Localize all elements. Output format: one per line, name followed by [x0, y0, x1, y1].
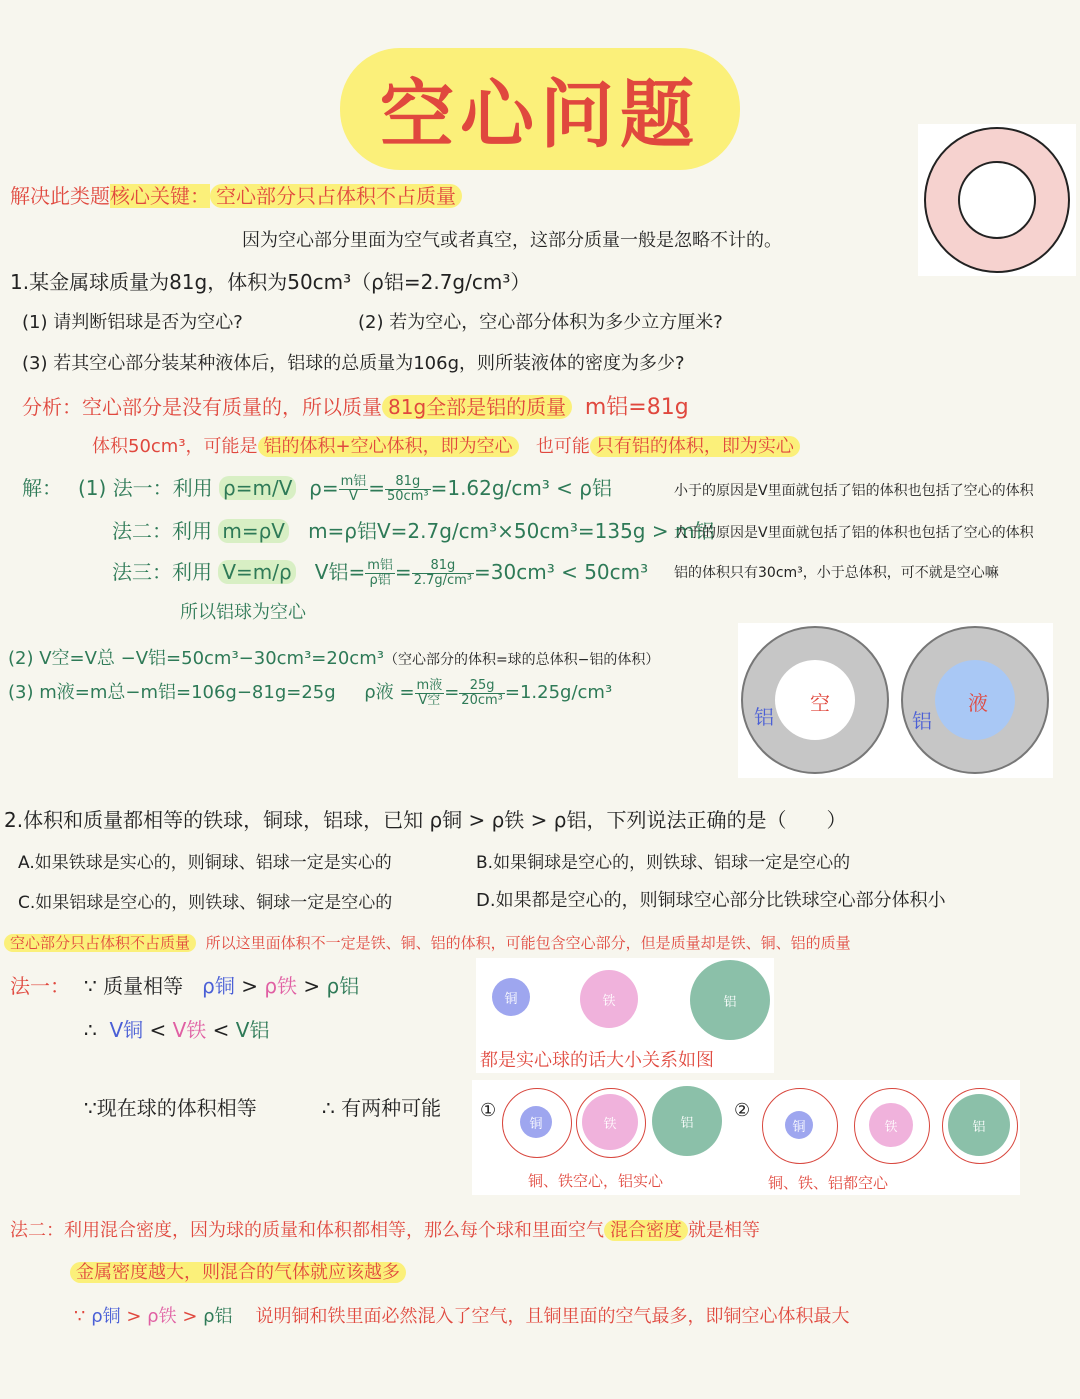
q2-hint: 所以这里面体积不一定是铁、铜、铝的体积，可能包含空心部分，但是质量却是铁、铜、铝的质量 [205, 934, 851, 952]
part3-mass: (3) m液=m总−m铝=106g−81g=25g [8, 682, 336, 703]
q2-option-d: D.如果都是空心的，则铜球空心部分比铁球空心部分体积小 [476, 890, 946, 911]
fig1-liquid-label: 液 [968, 691, 988, 715]
method3-den2: 2.7g/cm³ [413, 573, 473, 588]
way1-two-cases: ∴ 有两种可能 [322, 1096, 442, 1120]
way1-mass-equal: ∵ 质量相等 [84, 974, 184, 998]
fig1-al-label-right: 铝 [912, 709, 932, 733]
cu-ball-solid [492, 978, 530, 1016]
q2-hint-highlight: 空心部分只占体积不占质量 [4, 934, 196, 952]
al-core-case2-label: 铝 [972, 1119, 986, 1135]
method1-note: 小于的原因是V里面就包括了铝的体积也包括了空心的体积 [674, 483, 1034, 499]
analysis-line1 [22, 390, 689, 421]
analysis-line2-b: 也可能 [535, 436, 590, 457]
way1-v-fe: V铁 [172, 1018, 207, 1042]
way2-rho-cu: ρ铜 [91, 1306, 121, 1327]
fe-core-case1 [582, 1094, 638, 1150]
key-core: 核心关键： [110, 184, 210, 208]
method1-formula: ρ=m/V [219, 476, 296, 500]
method3-formula: V=m/ρ [218, 560, 295, 584]
q2-option-b: B.如果铜球是空心的，则铁球、铝球一定是空心的 [476, 853, 851, 873]
way2-line1-a: 法二：利用混合密度，因为球的质量和体积都相等，那么每个球和里面空气 [10, 1220, 604, 1241]
cu-ball-label: 铜 [504, 991, 518, 1007]
fe-core-case1-label: 铁 [603, 1116, 617, 1132]
method3-calc-b: =30cm³ < 50cm³ [474, 560, 649, 584]
part2-line [8, 644, 659, 670]
analysis-line2-hl2: 只有铝的体积，即为实心 [590, 436, 800, 457]
q1-part1: (1) 请判断铝球是否为空心? [22, 312, 243, 333]
key-text: 空心部分只占体积不占质量 [210, 184, 462, 208]
way1-line2: ∴ V铜 < V铁 < V铝 [84, 1018, 270, 1042]
fe-ball-label: 铁 [602, 993, 616, 1009]
part3-den1: V空 [418, 692, 441, 708]
way1-volume-equal: ∵现在球的体积相等 [84, 1096, 257, 1120]
cu-core-case1-label: 铜 [529, 1116, 543, 1132]
fig1-hollow-label: 空 [810, 691, 830, 715]
two-cases-figure [472, 1080, 1020, 1195]
method3-calc-a: V铝= [314, 560, 366, 584]
cu-core-case2 [785, 1111, 813, 1139]
q1-part2: (2) 若为空心，空心部分体积为多少立方厘米? [358, 312, 723, 333]
method3-line: 法三：利用 V=m/ρ V铝= $\frac{\text{m铝}}{\text{ρ铝}}$ = $\frac{81g}{\text{2.7g/cm³}}$ =30cm³ < 50cm³ [112, 558, 649, 588]
cu-core-case1 [520, 1106, 552, 1138]
way2-rho-al: ρ铝 [203, 1306, 233, 1327]
part3-den2: 20cm³ [461, 692, 503, 708]
analysis-prefix: 分析：空心部分是没有质量的，所以质量 [22, 395, 382, 419]
way1-line1: ∵ 质量相等 ρ铜 > ρ铁 > ρ铝 [84, 974, 360, 998]
solution-label: 解： [22, 476, 62, 500]
way2-line3: ∵ ρ铜 > ρ铁 > ρ铝 说明铜和铁里面必然混入了空气，且铜里面的空气最多，即铜空心体积最大 [74, 1306, 850, 1327]
method1-title: (1) 法一：利用 [78, 476, 213, 500]
hollow-liquid-svg [738, 623, 1053, 778]
method2-note: 大于的原因是V里面就包括了铝的体积也包括了空心的体积 [674, 525, 1034, 541]
hollow-sphere-svg [918, 124, 1076, 276]
case2-number: ② [734, 1100, 751, 1121]
analysis-line2-hl1: 铝的体积+空心体积，即为空心 [258, 436, 519, 457]
part3-rho: ρ液 = [364, 682, 415, 703]
method3-title: 法三：利用 [112, 560, 212, 584]
method1-calc-a: ρ= [309, 476, 339, 500]
way1-label: 法一： [10, 974, 70, 998]
way1-v-al: V铝 [235, 1018, 270, 1042]
page-title: 空心问题 [0, 48, 1080, 170]
analysis-highlight1: 81g全部是铝的质量 [382, 395, 572, 419]
way2-line1 [10, 1216, 760, 1242]
case1-caption: 铜、铁空心，铝实心 [528, 1172, 664, 1190]
q2-stem: 2.体积和质量都相等的铁球，铜球，铝球，已知 ρ铜 > ρ铁 > ρ铝，下列说法正确的是（ ） [4, 808, 847, 832]
part2-note: （空心部分的体积=球的总体积−铝的体积） [383, 652, 660, 668]
fe-core-case2-label: 铁 [884, 1119, 898, 1135]
q2-hint-line [4, 932, 851, 953]
q1-stem: 1.某金属球质量为81g，体积为50cm³（ρ铝=2.7g/cm³） [10, 270, 531, 294]
case2-caption: 铜、铁、铝都空心 [768, 1174, 889, 1192]
part2-calc: (2) V空=V总 −V铝=50cm³−30cm³=20cm³ [8, 648, 384, 669]
solid-balls-figure [476, 958, 774, 1073]
method1-num1: m铝 [340, 474, 367, 489]
part3-result: =1.25g/cm³ [504, 682, 613, 703]
solid-balls-caption: 都是实心球的话大小关系如图 [480, 1050, 714, 1071]
al-solid-case1-label: 铝 [680, 1115, 694, 1131]
case1-number: ① [480, 1100, 497, 1121]
method1-calc-b: =1.62g/cm³ < ρ铝 [430, 476, 612, 500]
method1-num2: 81g [385, 475, 431, 490]
fig1-al-label-left: 铝 [754, 705, 774, 729]
way2-rho-fe: ρ铁 [147, 1306, 177, 1327]
way2-line1-b: 就是相等 [688, 1220, 760, 1241]
way2-line2-hl: 金属密度越大，则混合的气体就应该越多 [70, 1262, 406, 1283]
al-ball-solid [690, 960, 770, 1040]
key-reason: 因为空心部分里面为空气或者真空，这部分质量一般是忽略不计的。 [242, 230, 782, 251]
analysis-line2-a: 体积50cm³，可能是 [92, 436, 258, 457]
method2-calc: m=ρ铝V=2.7g/cm³×50cm³=135g > m铝 [308, 519, 715, 543]
method2-title: 法二：利用 [112, 519, 212, 543]
method1-line: (1) 法一：利用 ρ=m/V ρ= $\frac{\text{m铝}}{V}$ = $\frac{81g}{\text{50cm³}}$ =1.62g/cm³ < ρ铝 [78, 474, 612, 504]
way1-rho-al: ρ铝 [326, 974, 360, 998]
part3-num2: 25g [459, 679, 505, 694]
al-ball-label: 铝 [723, 994, 737, 1010]
method1-den1: V [348, 489, 358, 504]
fe-ball-solid [580, 970, 638, 1028]
hollow-sphere-figure [918, 124, 1076, 276]
q2-option-c: C.如果铝球是空心的，则铁球、铜球一定是空心的 [18, 893, 393, 913]
inner-hollow [959, 162, 1035, 238]
fe-core-case2 [869, 1103, 913, 1147]
part3-line: (3) m液=m总−m铝=106g−81g=25g ρ液 = $\frac{\text{m液}}{\text{V空}}$ = $\frac{25g}{\text{20cm³}}$ =1.25g/cm³ [8, 677, 613, 708]
key-label: 解决此类题 [10, 184, 110, 208]
q2-option-a: A.如果铁球是实心的，则铜球、铝球一定是实心的 [18, 853, 392, 873]
way1-rho-fe: ρ铁 [264, 974, 298, 998]
method2-formula: m=ρV [218, 519, 289, 543]
method3-num2: 81g [412, 559, 474, 574]
way2-line1-hl: 混合密度 [604, 1220, 688, 1241]
analysis-mass: m铝=81g [584, 395, 689, 420]
q1-part3: (3) 若其空心部分装某种液体后，铝球的总质量为106g，则所装液体的密度为多少? [22, 353, 685, 374]
way1-therefore: ∴ [84, 1018, 97, 1042]
way1-rho-cu: ρ铜 [202, 974, 235, 998]
al-solid-case1 [652, 1086, 722, 1156]
key-idea-line [10, 180, 462, 209]
way2-line2 [70, 1258, 406, 1284]
method3-note: 铝的体积只有30cm³，小于总体积，可不就是空心嘛 [674, 565, 999, 581]
method3-num1: m铝 [367, 558, 393, 573]
way2-because: ∵ [74, 1306, 86, 1327]
way2-conclusion: 说明铜和铁里面必然混入了空气，且铜里面的空气最多，即铜空心体积最大 [255, 1306, 850, 1327]
solution-conclusion: 所以铝球为空心 [180, 602, 306, 623]
method1-den2: 50cm³ [387, 489, 429, 504]
method2-line [112, 515, 714, 544]
hollow-liquid-figure [738, 623, 1053, 778]
method3-den1: ρ铝 [369, 573, 391, 588]
way1-v-cu: V铜 [109, 1018, 144, 1042]
part3-num1: m液 [416, 677, 443, 693]
al-core-case2 [948, 1094, 1010, 1156]
analysis-line2 [92, 432, 800, 458]
cu-core-case2-label: 铜 [792, 1119, 806, 1135]
